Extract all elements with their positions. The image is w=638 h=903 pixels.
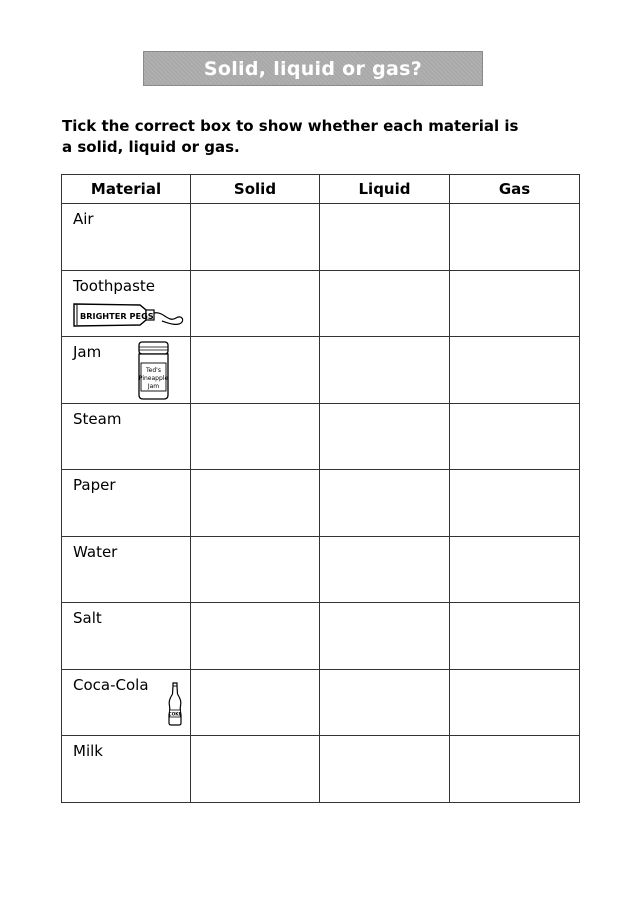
material-cell xyxy=(62,270,191,337)
material-cell xyxy=(62,736,191,803)
material-cell xyxy=(62,204,191,271)
worksheet-title-banner xyxy=(143,51,483,86)
material-cell xyxy=(62,603,191,670)
material-name: Steam xyxy=(73,409,122,428)
material-name: Jam xyxy=(73,343,102,361)
solid-tick-box[interactable] xyxy=(191,669,320,736)
liquid-tick-box[interactable] xyxy=(320,270,450,337)
jam-label-line-1: Ted's xyxy=(146,367,161,374)
material-cell xyxy=(62,669,191,736)
instructions-line-1: Tick the correct box to show whether each material is xyxy=(62,117,519,135)
material-name: Paper xyxy=(73,476,116,494)
gas-tick-box[interactable] xyxy=(450,736,580,803)
liquid-tick-box[interactable] xyxy=(320,204,450,271)
table-row xyxy=(62,536,580,603)
jam-jar-icon xyxy=(136,339,172,401)
material-name: Milk xyxy=(73,742,103,760)
instructions-line-2: a solid, liquid or gas. xyxy=(62,138,240,156)
solid-tick-box[interactable] xyxy=(191,603,320,670)
liquid-tick-box[interactable] xyxy=(320,603,450,670)
header-material: Material xyxy=(62,175,191,204)
header-solid: Solid xyxy=(191,175,320,204)
table-row xyxy=(62,337,580,404)
liquid-tick-box[interactable] xyxy=(320,669,450,736)
header-gas: Gas xyxy=(450,175,580,204)
toothpaste-tube-icon xyxy=(72,301,186,331)
gas-tick-box[interactable] xyxy=(450,403,580,470)
gas-tick-box[interactable] xyxy=(450,470,580,537)
worksheet-title: Solid, liquid or gas? xyxy=(203,57,423,80)
material-name: Toothpaste xyxy=(73,276,155,295)
table-row xyxy=(62,204,580,271)
material-name: Air xyxy=(73,210,94,228)
gas-tick-box[interactable] xyxy=(450,270,580,337)
bottle-label-text: COKE xyxy=(168,711,182,717)
solid-tick-box[interactable] xyxy=(191,337,320,404)
table-row xyxy=(62,603,580,670)
solid-tick-box[interactable] xyxy=(191,403,320,470)
gas-tick-box[interactable] xyxy=(450,669,580,736)
instructions-text xyxy=(62,116,562,158)
table-row xyxy=(62,270,580,337)
gas-tick-box[interactable] xyxy=(450,204,580,271)
toothpaste-brand-text: BRIGHTER PEGS xyxy=(80,310,154,321)
jam-label-line-2: Pineapple xyxy=(138,375,169,382)
material-name: Salt xyxy=(73,609,102,627)
cola-bottle-icon xyxy=(167,682,183,726)
solid-tick-box[interactable] xyxy=(191,470,320,537)
material-cell xyxy=(62,403,191,470)
solid-tick-box[interactable] xyxy=(191,204,320,271)
material-name: Water xyxy=(73,542,118,561)
material-cell xyxy=(62,337,191,404)
material-cell xyxy=(62,536,191,603)
material-name: Coca-Cola xyxy=(73,675,149,694)
header-liquid: Liquid xyxy=(320,175,450,204)
liquid-tick-box[interactable] xyxy=(320,536,450,603)
solid-tick-box[interactable] xyxy=(191,536,320,603)
table-row xyxy=(62,736,580,803)
solid-tick-box[interactable] xyxy=(191,736,320,803)
liquid-tick-box[interactable] xyxy=(320,337,450,404)
gas-tick-box[interactable] xyxy=(450,536,580,603)
table-row xyxy=(62,470,580,537)
material-cell xyxy=(62,470,191,537)
solid-tick-box[interactable] xyxy=(191,270,320,337)
header-row xyxy=(62,175,580,204)
liquid-tick-box[interactable] xyxy=(320,403,450,470)
gas-tick-box[interactable] xyxy=(450,603,580,670)
jam-label-line-3: Jam xyxy=(147,383,160,390)
liquid-tick-box[interactable] xyxy=(320,470,450,537)
gas-tick-box[interactable] xyxy=(450,337,580,404)
table-row xyxy=(62,403,580,470)
materials-table xyxy=(61,174,580,803)
table-row xyxy=(62,669,580,736)
liquid-tick-box[interactable] xyxy=(320,736,450,803)
